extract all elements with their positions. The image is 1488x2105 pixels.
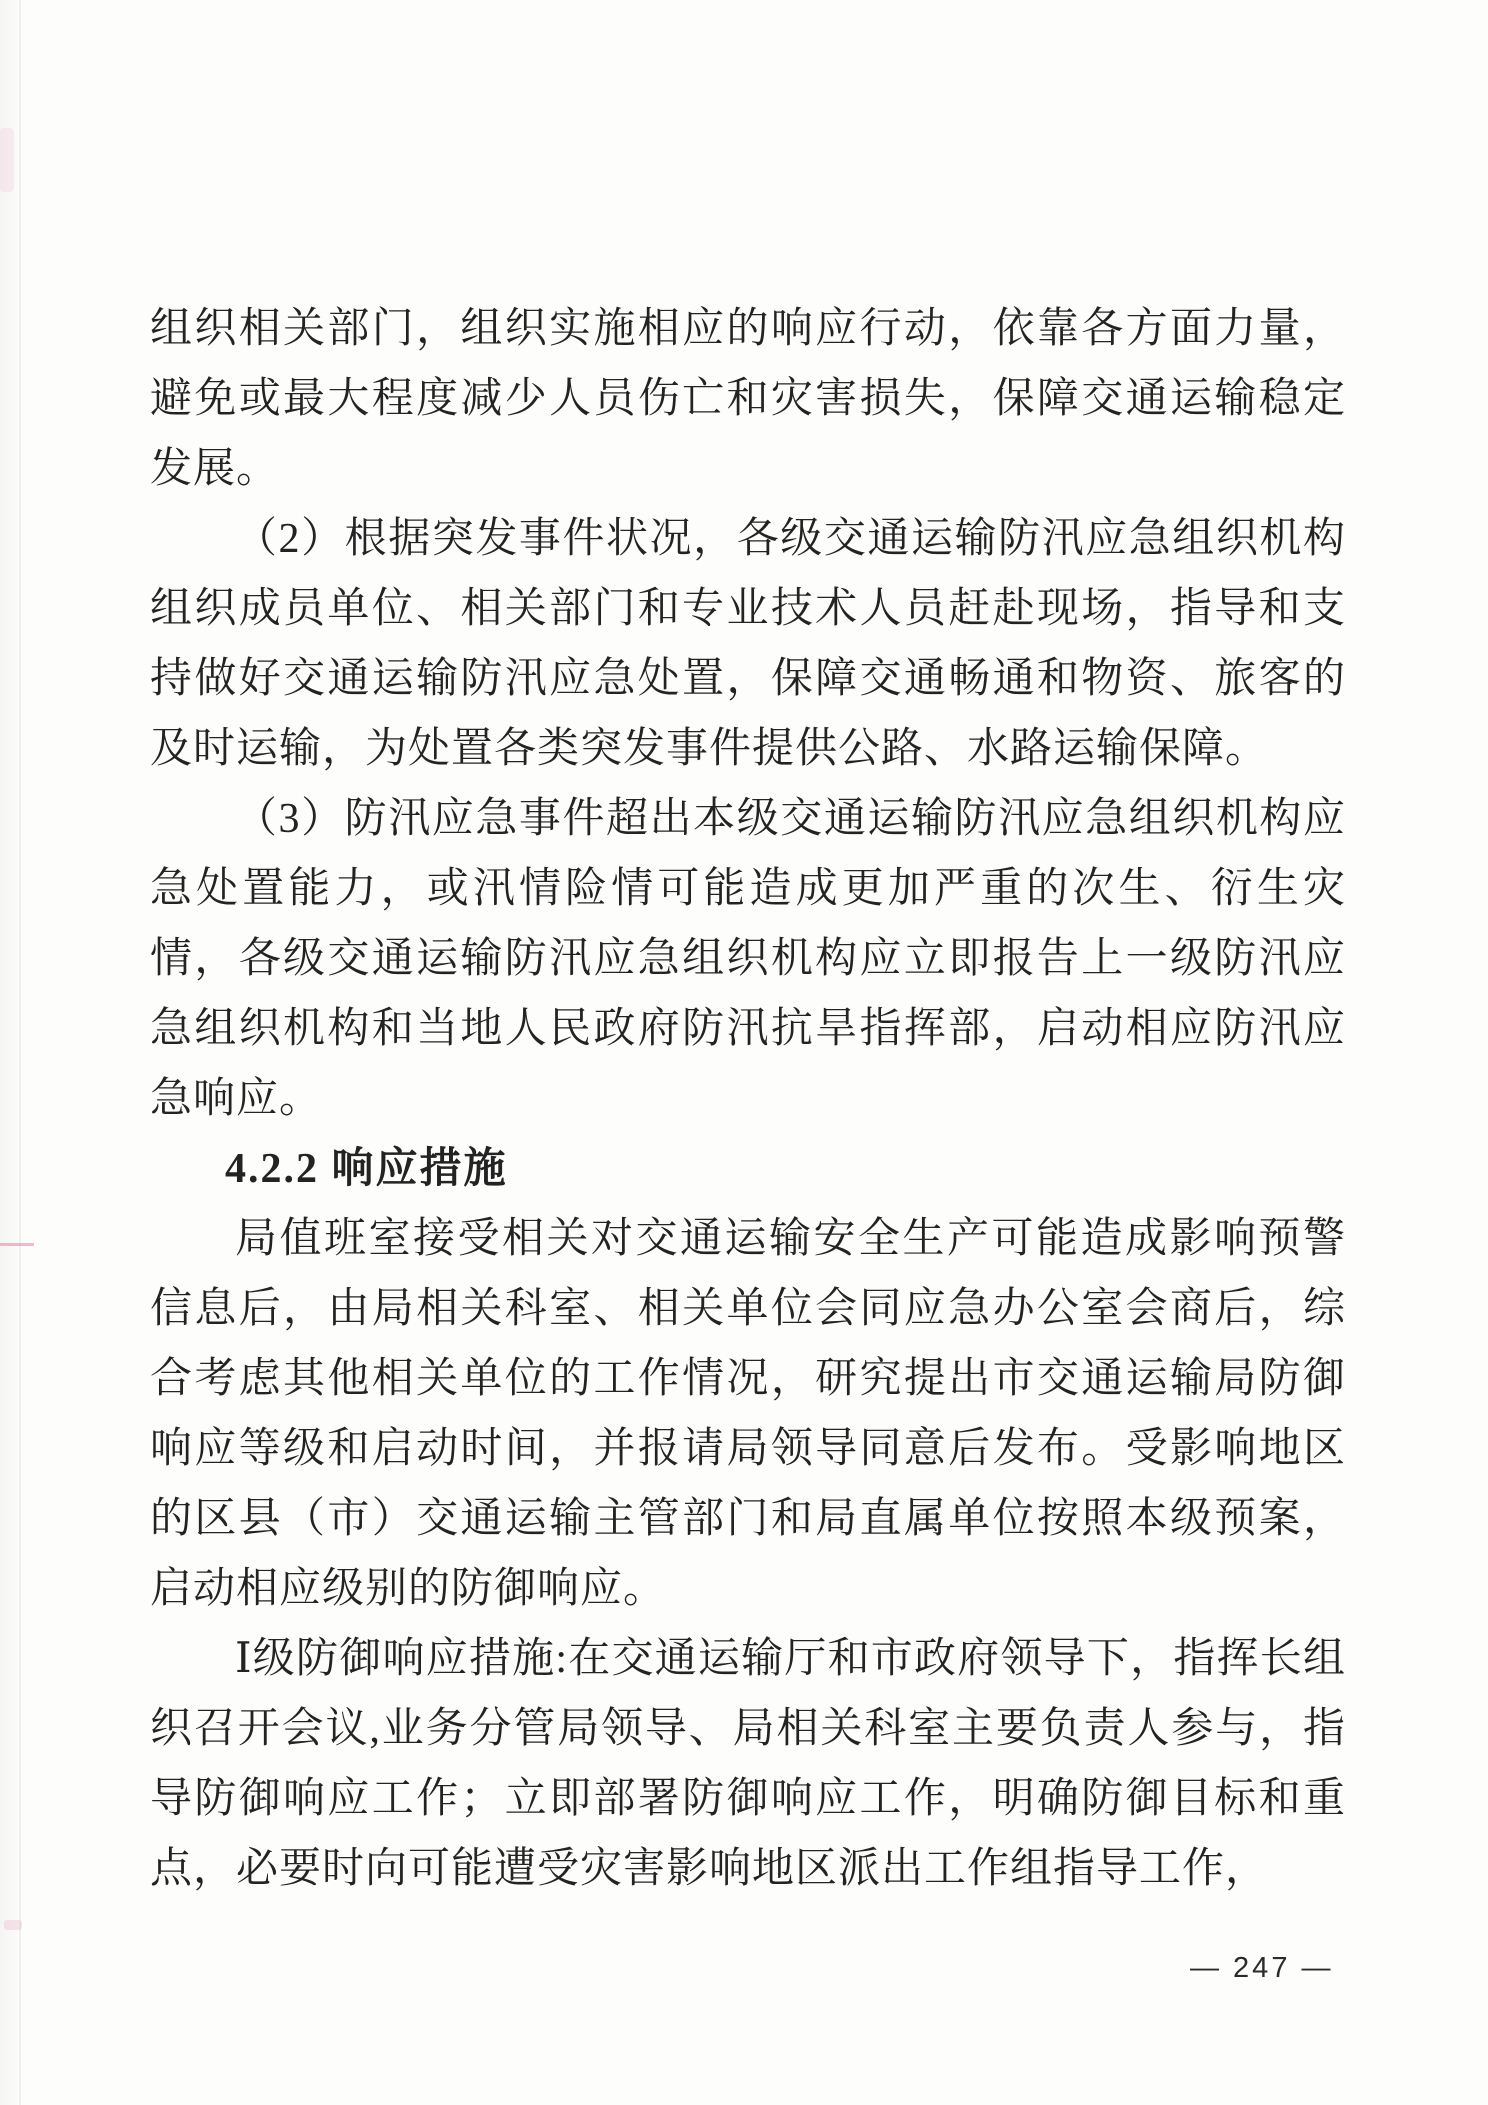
scan-artifact-pink-dash [0,1243,34,1246]
section-heading-4-2-2: 4.2.2 响应措施 [225,1146,508,1192]
scan-artifact-pink-smudge [0,128,14,192]
paragraph-level1-response: Ⅰ级防御响应措施:在交通运输厅和市政府领导下，指挥长组织召开会议,业务分管局领导、局相关科室主要负责人参与，指导防御响应工作；立即部署防御响应工作，明确防御目标和重点，必要时向可能遭受灾害影响地区派出工作组指导工作， [150,1636,1346,1892]
scan-edge-line [19,0,21,2105]
document-text-block [150,294,1346,1904]
page-number: — 247 — [1190,1952,1334,1984]
paragraph-item-3: （3）防汛应急事件超出本级交通运输防汛应急组织机构应急处置能力，或汛情险情可能造成更加严重的次生、衍生灾情，各级交通运输防汛应急组织机构应立即报告上一级防汛应急组织机构和当地人民政府防汛抗旱指挥部，启动相应防汛应急响应。 [150,796,1346,1122]
paragraph-response-measures: 局值班室接受相关对交通运输安全生产可能造成影响预警信息后，由局相关科室、相关单位会同应急办公室会商后，综合考虑其他相关单位的工作情况，研究提出市交通运输局防御响应等级和启动时间，并报请局领导同意后发布。受影响地区的区县（市）交通运输主管部门和局直属单位按照本级预案，启动相应级别的防御响应。 [150,1216,1346,1612]
scan-artifact-pink-smudge [4,1920,22,1930]
paragraph-continuation: 组织相关部门，组织实施相应的响应行动，依靠各方面力量，避免或最大程度减少人员伤亡和灾害损失，保障交通运输稳定发展。 [150,306,1346,492]
paragraph-item-2: （2）根据突发事件状况，各级交通运输防汛应急组织机构组织成员单位、相关部门和专业技术人员赶赴现场，指导和支持做好交通运输防汛应急处置，保障交通畅通和物资、旅客的及时运输，为处置各类突发事件提供公路、水路运输保障。 [150,516,1346,772]
